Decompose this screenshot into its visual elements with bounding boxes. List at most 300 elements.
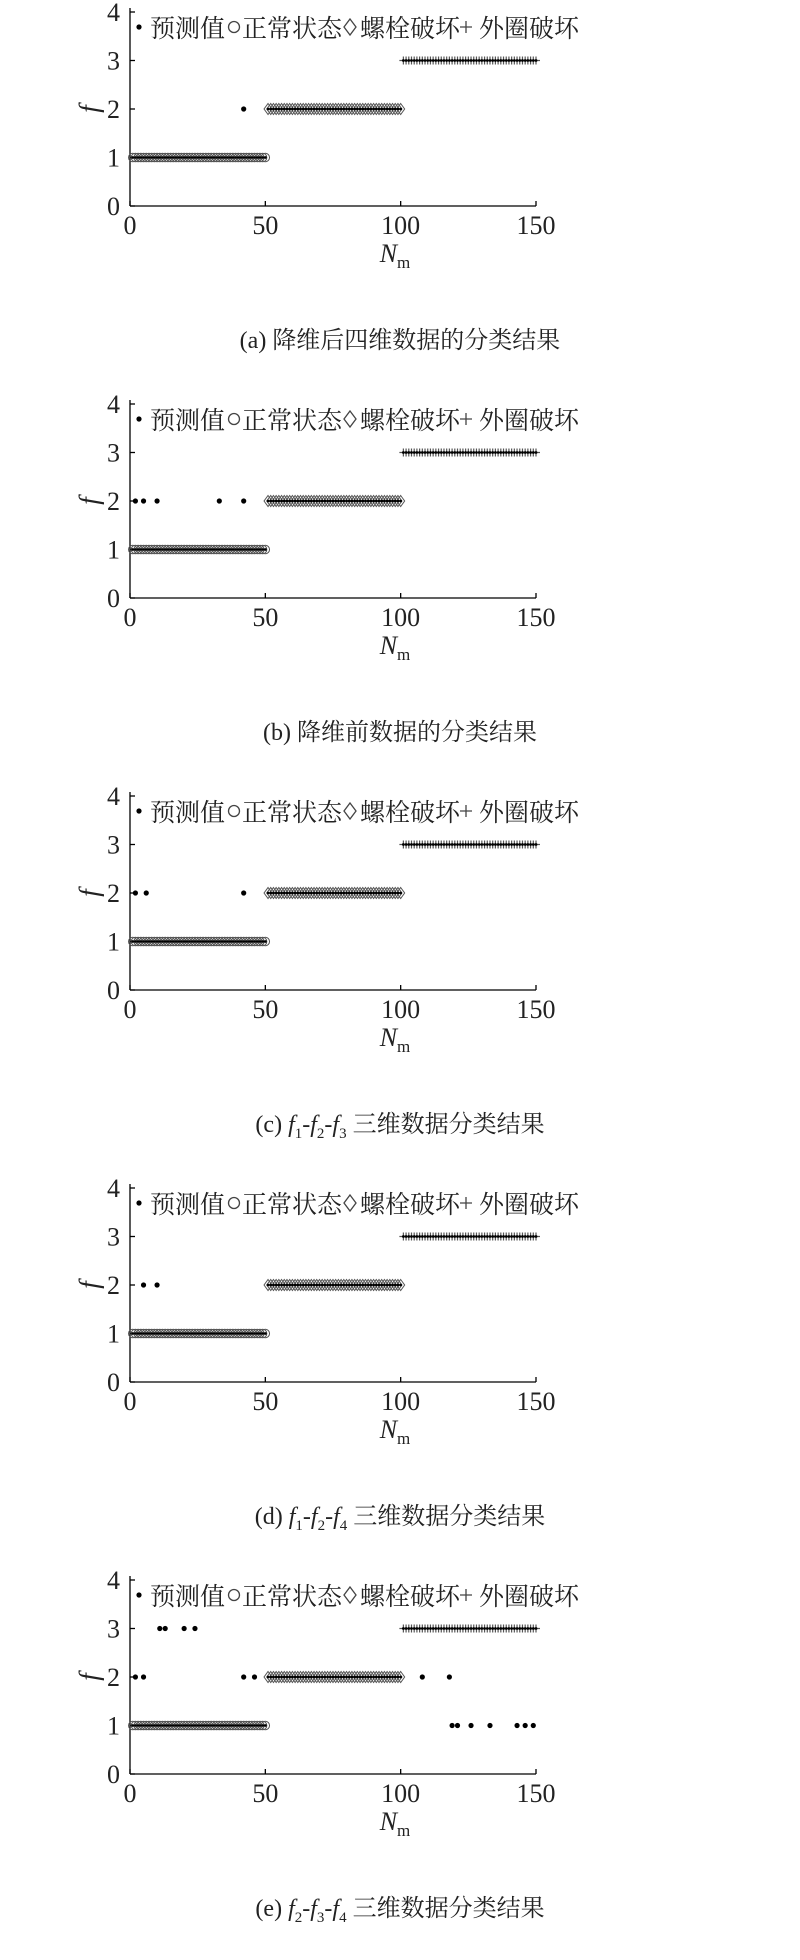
predicted-point — [283, 1676, 286, 1679]
x-tick-label: 150 — [516, 1387, 556, 1416]
predicted-point — [440, 843, 443, 846]
predicted-point — [272, 1284, 275, 1287]
predicted-point — [164, 1332, 167, 1335]
predicted-point — [177, 156, 180, 159]
predicted-point — [521, 1235, 524, 1238]
y-tick-label: 3 — [107, 46, 120, 76]
predicted-point — [150, 548, 153, 551]
predicted-point — [321, 892, 324, 895]
predicted-point — [397, 1676, 400, 1679]
predicted-point — [386, 1676, 389, 1679]
predicted-point — [334, 500, 337, 503]
predicted-point — [158, 548, 161, 551]
predicted-point — [202, 1332, 205, 1335]
predicted-point — [369, 1284, 372, 1287]
predicted-point — [215, 1724, 218, 1727]
predicted-point — [380, 500, 383, 503]
predicted-point — [486, 451, 489, 454]
predicted-point — [497, 451, 500, 454]
predicted-point — [283, 1284, 286, 1287]
legend-label-normal: 正常状态 — [242, 406, 343, 435]
predicted-point — [342, 108, 345, 111]
predicted-point — [467, 59, 470, 62]
predicted-point — [288, 1284, 291, 1287]
predicted-point — [348, 1284, 351, 1287]
misclassified-point — [487, 1723, 492, 1728]
predicted-point — [326, 108, 329, 111]
predicted-point — [307, 1676, 310, 1679]
chart-panel-3 — [0, 784, 800, 1176]
predicted-point — [248, 1332, 251, 1335]
predicted-point — [394, 1284, 397, 1287]
predicted-point — [250, 1724, 253, 1727]
predicted-point — [453, 843, 456, 846]
predicted-point — [286, 1676, 289, 1679]
predicted-point — [470, 451, 473, 454]
predicted-point — [164, 1724, 167, 1727]
predicted-point — [491, 451, 494, 454]
predicted-point — [524, 843, 527, 846]
predicted-point — [337, 1676, 340, 1679]
predicted-point — [462, 1235, 465, 1238]
predicted-point — [150, 1724, 153, 1727]
predicted-point — [388, 892, 391, 895]
predicted-point — [323, 1284, 326, 1287]
predicted-point — [242, 156, 245, 159]
predicted-point — [483, 1627, 486, 1630]
predicted-point — [372, 500, 375, 503]
predicted-point — [305, 1284, 308, 1287]
predicted-point — [199, 940, 202, 943]
misclassified-point — [154, 1282, 159, 1287]
predicted-point — [215, 548, 218, 551]
predicted-point — [462, 59, 465, 62]
predicted-point — [218, 1332, 221, 1335]
predicted-point — [161, 1332, 164, 1335]
predicted-point — [166, 548, 169, 551]
predicted-point — [245, 156, 248, 159]
predicted-point — [367, 500, 370, 503]
predicted-point — [196, 1332, 199, 1335]
predicted-point — [177, 1332, 180, 1335]
predicted-point — [288, 1676, 291, 1679]
legend-symbol-normal — [229, 806, 240, 817]
predicted-point — [302, 1676, 305, 1679]
predicted-point — [391, 500, 394, 503]
predicted-point — [399, 500, 402, 503]
predicted-point — [202, 940, 205, 943]
predicted-point — [386, 1284, 389, 1287]
predicted-point — [453, 1627, 456, 1630]
x-tick-label: 100 — [381, 211, 421, 240]
predicted-point — [156, 940, 159, 943]
predicted-point — [204, 1332, 207, 1335]
predicted-point — [502, 451, 505, 454]
predicted-point — [489, 1235, 492, 1238]
predicted-point — [432, 59, 435, 62]
predicted-point — [448, 843, 451, 846]
predicted-point — [356, 1676, 359, 1679]
predicted-point — [448, 1235, 451, 1238]
predicted-point — [264, 1332, 267, 1335]
predicted-point — [391, 1676, 394, 1679]
predicted-point — [424, 1235, 427, 1238]
predicted-point — [245, 940, 248, 943]
y-tick-label: 2 — [107, 95, 120, 124]
predicted-point — [353, 108, 356, 111]
predicted-point — [329, 1676, 332, 1679]
legend-label-ring: 外圈破坏 — [479, 798, 580, 827]
predicted-point — [242, 548, 245, 551]
predicted-point — [513, 1235, 516, 1238]
predicted-point — [437, 843, 440, 846]
predicted-point — [196, 156, 199, 159]
predicted-point — [145, 940, 148, 943]
predicted-point — [213, 1724, 216, 1727]
predicted-point — [148, 1332, 151, 1335]
predicted-point — [510, 59, 513, 62]
predicted-point — [315, 1676, 318, 1679]
y-tick-label: 4 — [107, 784, 120, 811]
predicted-point — [305, 1676, 308, 1679]
y-tick-label: 2 — [107, 487, 120, 516]
predicted-point — [383, 500, 386, 503]
predicted-point — [351, 892, 354, 895]
predicted-point — [521, 451, 524, 454]
predicted-point — [405, 59, 408, 62]
predicted-point — [269, 500, 272, 503]
predicted-point — [166, 156, 169, 159]
predicted-point — [177, 1724, 180, 1727]
predicted-point — [535, 1235, 538, 1238]
predicted-point — [213, 1332, 216, 1335]
predicted-point — [413, 451, 416, 454]
misclassified-point — [531, 1723, 536, 1728]
predicted-point — [405, 1235, 408, 1238]
predicted-point — [158, 1332, 161, 1335]
predicted-point — [505, 843, 508, 846]
predicted-point — [451, 451, 454, 454]
y-tick-label: 0 — [107, 1368, 120, 1397]
predicted-point — [153, 940, 156, 943]
predicted-point — [218, 548, 221, 551]
chart-caption — [0, 1888, 800, 1927]
predicted-point — [467, 451, 470, 454]
caption-separator: - — [302, 1504, 311, 1530]
predicted-point — [156, 548, 159, 551]
predicted-point — [397, 1284, 400, 1287]
predicted-point — [134, 940, 137, 943]
predicted-point — [221, 940, 224, 943]
legend-label-predicted: 预测值 — [150, 406, 226, 435]
predicted-point — [380, 1284, 383, 1287]
predicted-point — [137, 1724, 140, 1727]
predicted-point — [313, 1284, 316, 1287]
predicted-point — [367, 892, 370, 895]
predicted-point — [424, 1627, 427, 1630]
predicted-point — [237, 548, 240, 551]
legend-symbol-normal — [229, 22, 240, 33]
predicted-point — [185, 940, 188, 943]
legend-symbol-bolt — [344, 411, 356, 427]
predicted-point — [421, 59, 424, 62]
predicted-point — [261, 1724, 264, 1727]
predicted-point — [483, 451, 486, 454]
y-tick-label: 0 — [107, 192, 120, 221]
predicted-point — [131, 156, 134, 159]
predicted-point — [210, 156, 213, 159]
caption-label: (a) — [239, 328, 273, 354]
predicted-point — [267, 108, 270, 111]
predicted-point — [478, 1235, 481, 1238]
predicted-point — [453, 1235, 456, 1238]
misclassified-point — [241, 1674, 246, 1679]
predicted-point — [223, 1332, 226, 1335]
predicted-point — [475, 1627, 478, 1630]
legend — [136, 406, 580, 435]
legend-label-normal: 正常状态 — [242, 1190, 343, 1219]
predicted-point — [267, 892, 270, 895]
x-tick-label: 50 — [252, 211, 279, 240]
misclassified-point — [468, 1723, 473, 1728]
predicted-point — [294, 892, 297, 895]
predicted-point — [256, 940, 259, 943]
predicted-point — [321, 1676, 324, 1679]
x-tick-label: 50 — [252, 1387, 279, 1416]
predicted-point — [486, 1627, 489, 1630]
legend-symbol-ring — [460, 1589, 472, 1601]
predicted-point — [156, 156, 159, 159]
predicted-point — [464, 451, 467, 454]
y-tick-label: 3 — [107, 830, 120, 860]
legend — [136, 1582, 580, 1611]
predicted-point — [472, 1627, 475, 1630]
predicted-point — [429, 1235, 432, 1238]
predicted-point — [131, 1332, 134, 1335]
predicted-point — [497, 1235, 500, 1238]
predicted-point — [462, 843, 465, 846]
predicted-point — [345, 892, 348, 895]
predicted-point — [223, 1724, 226, 1727]
misclassified-point — [514, 1723, 519, 1728]
predicted-point — [175, 156, 178, 159]
predicted-point — [272, 892, 275, 895]
predicted-point — [418, 1627, 421, 1630]
predicted-point — [453, 451, 456, 454]
predicted-point — [437, 1627, 440, 1630]
predicted-point — [275, 108, 278, 111]
predicted-point — [337, 500, 340, 503]
predicted-point — [445, 451, 448, 454]
series-predicted — [131, 59, 537, 159]
predicted-point — [424, 451, 427, 454]
predicted-point — [172, 940, 175, 943]
predicted-point — [131, 548, 134, 551]
predicted-point — [470, 843, 473, 846]
predicted-point — [361, 500, 364, 503]
predicted-point — [364, 108, 367, 111]
predicted-point — [489, 59, 492, 62]
predicted-point — [323, 108, 326, 111]
predicted-point — [372, 1284, 375, 1287]
predicted-point — [153, 156, 156, 159]
predicted-point — [242, 940, 245, 943]
caption-separator: - — [324, 1112, 333, 1138]
series-predicted — [131, 451, 537, 551]
series-predicted — [131, 843, 537, 943]
predicted-point — [480, 843, 483, 846]
predicted-point — [310, 1284, 313, 1287]
misclassified-point — [449, 1723, 454, 1728]
predicted-point — [288, 500, 291, 503]
predicted-point — [388, 1284, 391, 1287]
predicted-point — [158, 940, 161, 943]
predicted-point — [426, 451, 429, 454]
predicted-point — [221, 548, 224, 551]
predicted-point — [418, 59, 421, 62]
predicted-point — [215, 1332, 218, 1335]
legend-label-ring: 外圈破坏 — [479, 14, 580, 43]
predicted-point — [175, 1332, 178, 1335]
predicted-point — [134, 548, 137, 551]
predicted-point — [326, 1284, 329, 1287]
predicted-point — [418, 843, 421, 846]
predicted-point — [329, 108, 332, 111]
predicted-point — [240, 1724, 243, 1727]
predicted-point — [291, 108, 294, 111]
predicted-point — [296, 500, 299, 503]
predicted-point — [269, 1676, 272, 1679]
predicted-point — [489, 1627, 492, 1630]
predicted-point — [521, 59, 524, 62]
y-tick-label: 1 — [107, 143, 120, 173]
predicted-point — [131, 940, 134, 943]
predicted-point — [329, 892, 332, 895]
x-tick-label: 100 — [381, 995, 421, 1024]
predicted-point — [359, 892, 362, 895]
predicted-point — [332, 892, 335, 895]
predicted-point — [516, 451, 519, 454]
predicted-point — [526, 1627, 529, 1630]
predicted-point — [296, 892, 299, 895]
predicted-point — [388, 108, 391, 111]
predicted-point — [342, 500, 345, 503]
predicted-point — [245, 548, 248, 551]
predicted-point — [510, 451, 513, 454]
predicted-point — [231, 1332, 234, 1335]
predicted-point — [499, 1235, 502, 1238]
predicted-point — [388, 500, 391, 503]
legend-label-predicted: 预测值 — [150, 798, 226, 827]
predicted-point — [213, 156, 216, 159]
predicted-point — [180, 548, 183, 551]
predicted-point — [286, 892, 289, 895]
predicted-point — [288, 892, 291, 895]
misclassified-point — [182, 1626, 187, 1631]
predicted-point — [502, 1235, 505, 1238]
predicted-point — [356, 500, 359, 503]
predicted-point — [277, 500, 280, 503]
predicted-point — [480, 451, 483, 454]
predicted-point — [194, 1332, 197, 1335]
legend-symbol-predicted — [136, 1200, 141, 1205]
predicted-point — [434, 451, 437, 454]
x-tick-label: 50 — [252, 1779, 279, 1808]
predicted-point — [491, 1235, 494, 1238]
predicted-point — [321, 500, 324, 503]
predicted-point — [359, 1284, 362, 1287]
predicted-point — [440, 1235, 443, 1238]
predicted-point — [199, 156, 202, 159]
predicted-point — [532, 1235, 535, 1238]
predicted-point — [259, 1332, 262, 1335]
predicted-point — [253, 1332, 256, 1335]
caption-feature: $f_1$ — [288, 1504, 303, 1534]
predicted-point — [277, 1676, 280, 1679]
predicted-point — [475, 1235, 478, 1238]
predicted-point — [207, 548, 210, 551]
misclassified-point — [241, 498, 246, 503]
predicted-point — [453, 59, 456, 62]
legend-symbol-normal — [229, 1198, 240, 1209]
predicted-point — [161, 1724, 164, 1727]
predicted-point — [153, 1332, 156, 1335]
predicted-point — [508, 59, 511, 62]
caption-text: 三维数据分类结果 — [347, 1504, 546, 1530]
predicted-point — [175, 940, 178, 943]
legend-label-predicted: 预测值 — [150, 1190, 226, 1219]
predicted-point — [240, 1332, 243, 1335]
predicted-point — [440, 451, 443, 454]
legend-symbol-ring — [460, 805, 472, 817]
predicted-point — [407, 843, 410, 846]
predicted-point — [259, 1724, 262, 1727]
x-tick-label: 150 — [516, 1779, 556, 1808]
legend-label-normal: 正常状态 — [242, 798, 343, 827]
predicted-point — [248, 156, 251, 159]
predicted-point — [169, 548, 172, 551]
predicted-point — [261, 548, 264, 551]
predicted-point — [451, 843, 454, 846]
predicted-point — [397, 500, 400, 503]
predicted-point — [434, 843, 437, 846]
predicted-point — [310, 500, 313, 503]
predicted-point — [402, 1235, 405, 1238]
predicted-point — [313, 108, 316, 111]
predicted-point — [378, 108, 381, 111]
predicted-point — [386, 108, 389, 111]
predicted-point — [191, 156, 194, 159]
predicted-point — [348, 500, 351, 503]
predicted-point — [204, 548, 207, 551]
caption-label: (e) — [255, 1896, 289, 1922]
predicted-point — [334, 1676, 337, 1679]
legend-label-normal: 正常状态 — [242, 1582, 343, 1611]
predicted-point — [445, 1627, 448, 1630]
predicted-point — [134, 156, 137, 159]
predicted-point — [426, 1627, 429, 1630]
predicted-point — [250, 940, 253, 943]
predicted-point — [237, 1332, 240, 1335]
predicted-point — [299, 500, 302, 503]
predicted-point — [399, 1284, 402, 1287]
predicted-point — [137, 156, 140, 159]
predicted-point — [310, 892, 313, 895]
predicted-point — [237, 1724, 240, 1727]
x-axis-label: $N_m$ — [379, 1807, 411, 1840]
predicted-point — [194, 156, 197, 159]
predicted-point — [318, 892, 321, 895]
